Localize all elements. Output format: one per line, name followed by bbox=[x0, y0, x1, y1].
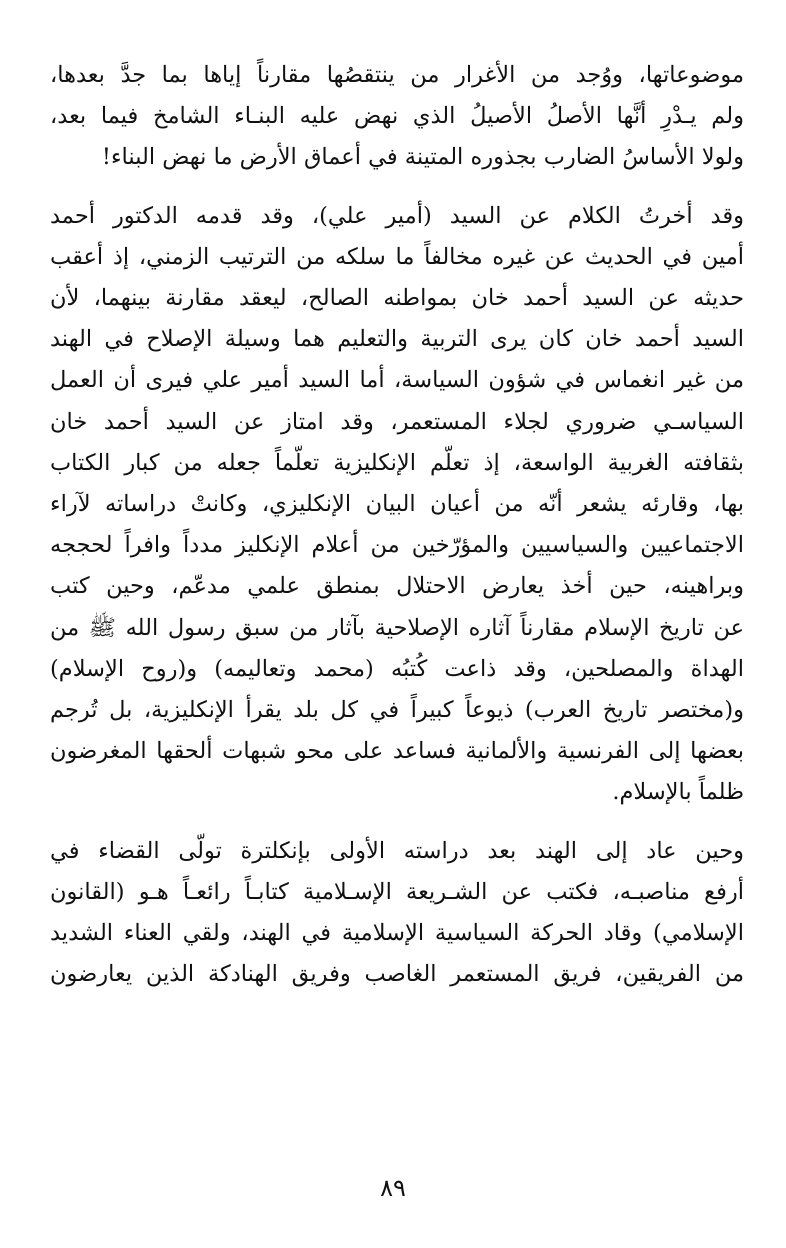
text-line: ولولا الأساسُ الضارب بجذوره المتينة في أعماق الأرض ما نهض البناء! bbox=[101, 144, 744, 171]
text-line: من غير انغماس في شؤون السياسة، أما السيد أمير علي فيرى أن العمل bbox=[50, 367, 744, 394]
text-line: الهداة والمصلحين، وقد ذاعت كُتبُه (محمد وتعاليمه) و(روح الإسلام) bbox=[50, 655, 744, 682]
text-line: السياسـي ضروري لجلاء المستعمر، وقد امتاز عن السيد أحمد خان bbox=[50, 408, 744, 435]
page-number: ٨٩ bbox=[380, 1174, 406, 1202]
paragraph-1 bbox=[50, 55, 744, 179]
text-line: وحين عاد إلى الهند بعد دراسته الأولى بإنكلترة تولّى القضاء في bbox=[50, 837, 744, 864]
paragraph-gap bbox=[50, 179, 744, 196]
text-line: بعضها إلى الفرنسية والألمانية فساعد على محو شبهات ألحقها المغرضون bbox=[50, 738, 744, 765]
paragraph-2 bbox=[50, 196, 744, 814]
text-line: بثقافته الغربية الواسعة، إذ تعلّم الإنكليزية تعلّماً جعله من كبار الكتاب bbox=[50, 449, 744, 476]
paragraph-3 bbox=[50, 831, 744, 996]
text-line: موضوعاتها، ووُجد من الأغرار من ينتقصُها مقارناً إياها بما جدَّ بعدها، bbox=[50, 62, 744, 88]
text-line: الاجتماعيين والسياسيين والمؤرّخين من أعلام الإنكليز مدداً وافراً لحججه bbox=[50, 532, 744, 559]
text-line: أمين في الحديث عن غيره مخالفاً ما سلكه من الترتيب الزمني، إذ أعقب bbox=[50, 243, 744, 270]
text-line: بها، وقارئه يشعر أنّه من أعيان البيان الإنكليزي، وكانتْ دراساته لآراء bbox=[50, 491, 744, 518]
text-line: وبراهينه، حين أخذ يعارض الاحتلال بمنطق علمي مدعّم، وحين كتب bbox=[50, 573, 744, 600]
text-line: عن تاريخ الإسلام مقارناً آثاره الإصلاحية بآثار من سبق رسول الله ﷺ من bbox=[50, 614, 744, 641]
text-line: حديثه عن السيد أحمد خان بمواطنه الصالح، ليعقد مقارنة بينهما، لأن bbox=[50, 285, 744, 312]
text-line: وقد أخرتُ الكلام عن السيد (أمير علي)، وقد قدمه الدكتور أحمد bbox=[50, 202, 744, 229]
text-line: الإسلامي) وقاد الحركة السياسية الإسلامية في الهند، ولقي العناء الشديد bbox=[50, 920, 744, 947]
text-line: أرفع مناصبـه، فكتب عن الشـريعة الإسـلامية كتابـاً رائعـاً هـو (القانون bbox=[50, 878, 744, 905]
text-line: من الفريقين، فريق المستعمر الغاصب وفريق الهنادكة الذين يعارضون bbox=[50, 961, 744, 988]
text-line: السيد أحمد خان كان يرى التربية والتعليم هما وسيلة الإصلاح في الهند bbox=[50, 326, 744, 353]
text-line: ظلماً بالإسلام. bbox=[612, 779, 744, 806]
paragraph-gap bbox=[50, 814, 744, 831]
text-line: و(مختصر تاريخ العرب) ذيوعاً كبيراً في كل بلد يقرأ الإنكليزية، بل تُرجم bbox=[50, 697, 744, 724]
text-line: ولم يـدْرِ أنَّها الأصلُ الأصيلُ الذي نهض عليه البنـاء الشامخ فيما بعد، bbox=[50, 103, 744, 130]
